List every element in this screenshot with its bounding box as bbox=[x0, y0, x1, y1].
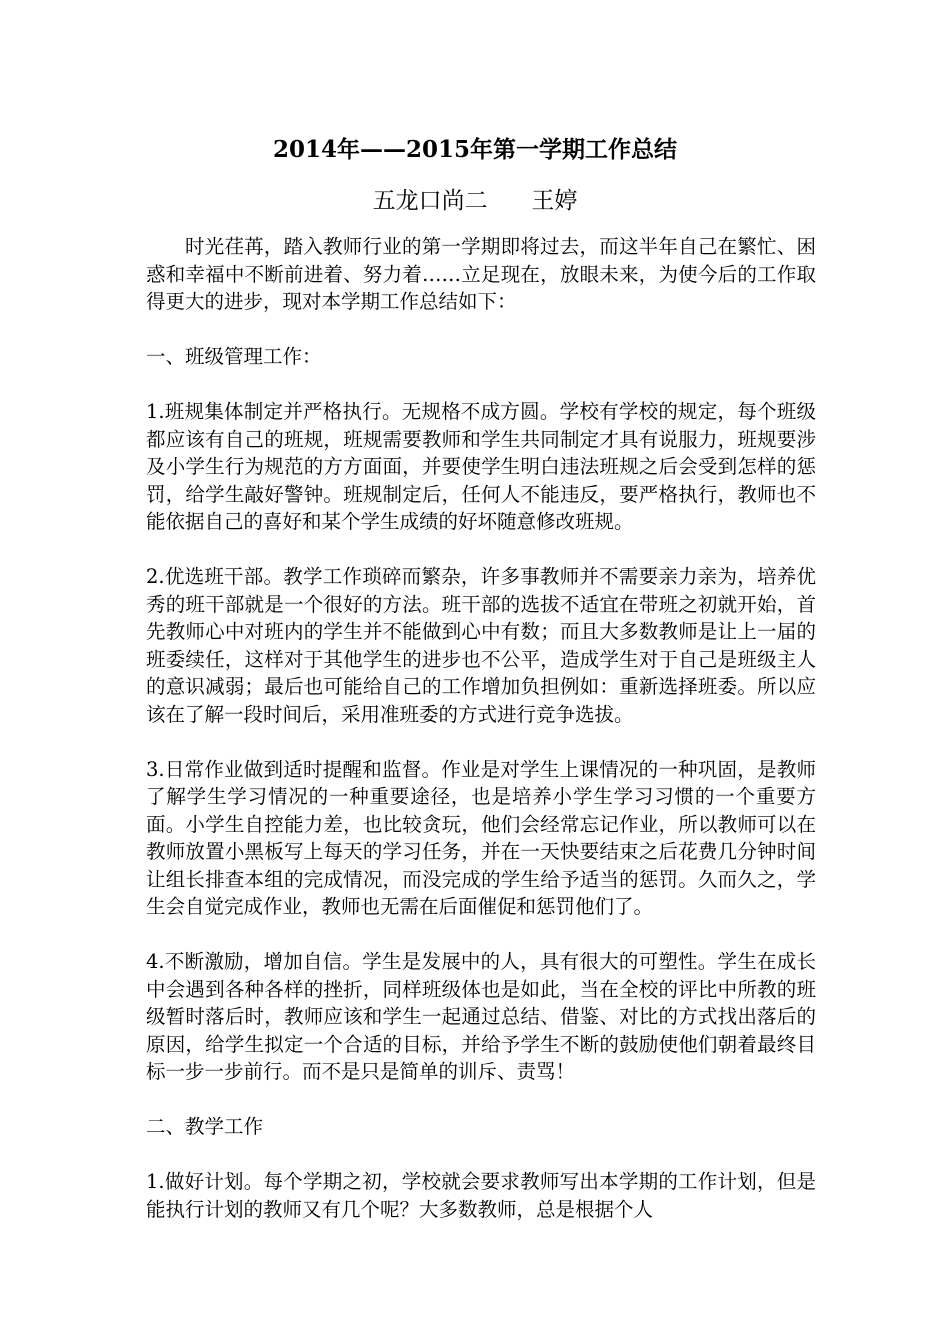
paragraph-planning: 1.做好计划。每个学期之初，学校就会要求教师写出本学期的工作计划，但是能执行计划的教师又有几个呢？大多数教师，总是根据个人 bbox=[146, 1170, 816, 1221]
document-body bbox=[146, 233, 816, 1251]
section-heading-teaching: 二、教学工作 bbox=[146, 1115, 264, 1138]
intro-paragraph: 时光荏苒，踏入教师行业的第一学期即将过去，而这半年自己在繁忙、困惑和幸福中不断前进着、努力着……立足现在，放眼未来，为使今后的工作取得更大的进步，现对本学期工作总结如下： bbox=[146, 235, 816, 313]
paragraph-homework: 3.日常作业做到适时提醒和监督。作业是对学生上课情况的一种巩固，是教师了解学生学习情况的一种重要途径，也是培养小学生学习习惯的一个重要方面。小学生自控能力差，也比较贪玩，他们会经常忘记作业，所以教师可以在教师放置小黑板写上每天的学习任务，并在一天快要结束之后花费几分钟时间让组长排查本组的完成情况，而没完成的学生给予适当的惩罚。久而久之，学生会自觉完成作业，教师也无需在后面催促和惩罚他们了。 bbox=[146, 757, 816, 918]
document-author: 五龙口尚二 王婷 bbox=[372, 188, 578, 214]
document-title: 2014年——2015年第一学期工作总结 bbox=[272, 136, 678, 163]
paragraph-encouragement: 4.不断激励，增加自信。学生是发展中的人，具有很大的可塑性。学生在成长中会遇到各种各样的挫折，同样班级体也是如此，当在全校的评比中所教的班级暂时落后时，教师应该和学生一起通过总结、借鉴、对比的方式找出落后的原因，给学生拟定一个合适的目标，并给予学生不断的鼓励使他们朝着最终目标一步一步前行。而不是只是简单的训斥、责骂！ bbox=[146, 950, 816, 1083]
section-heading-class-management: 一、班级管理工作： bbox=[146, 345, 322, 368]
paragraph-class-leaders: 2.优选班干部。教学工作琐碎而繁杂，许多事教师并不需要亲力亲为，培养优秀的班干部就是一个很好的方法。班干部的选拔不适宜在带班之初就开始，首先教师心中对班内的学生并不能做到心中有数；而且大多数教师是让上一届的班委续任，这样对于其他学生的进步也不公平，造成学生对于自己是班级主人的意识减弱；最后也可能给自己的工作增加负担例如：重新选择班委。所以应该在了解一段时间后，采用准班委的方式进行竞争选拔。 bbox=[146, 565, 816, 726]
paragraph-class-rules: 1.班规集体制定并严格执行。无规格不成方圆。学校有学校的规定，每个班级都应该有自己的班规，班规需要教师和学生共同制定才具有说服力，班规要涉及小学生行为规范的方方面面，并要使学生明白违法班规之后会受到怎样的惩罚，给学生敲好警钟。班规制定后，任何人不能违反，要严格执行，教师也不能依据自己的喜好和某个学生成绩的好坏随意修改班规。 bbox=[146, 400, 816, 533]
